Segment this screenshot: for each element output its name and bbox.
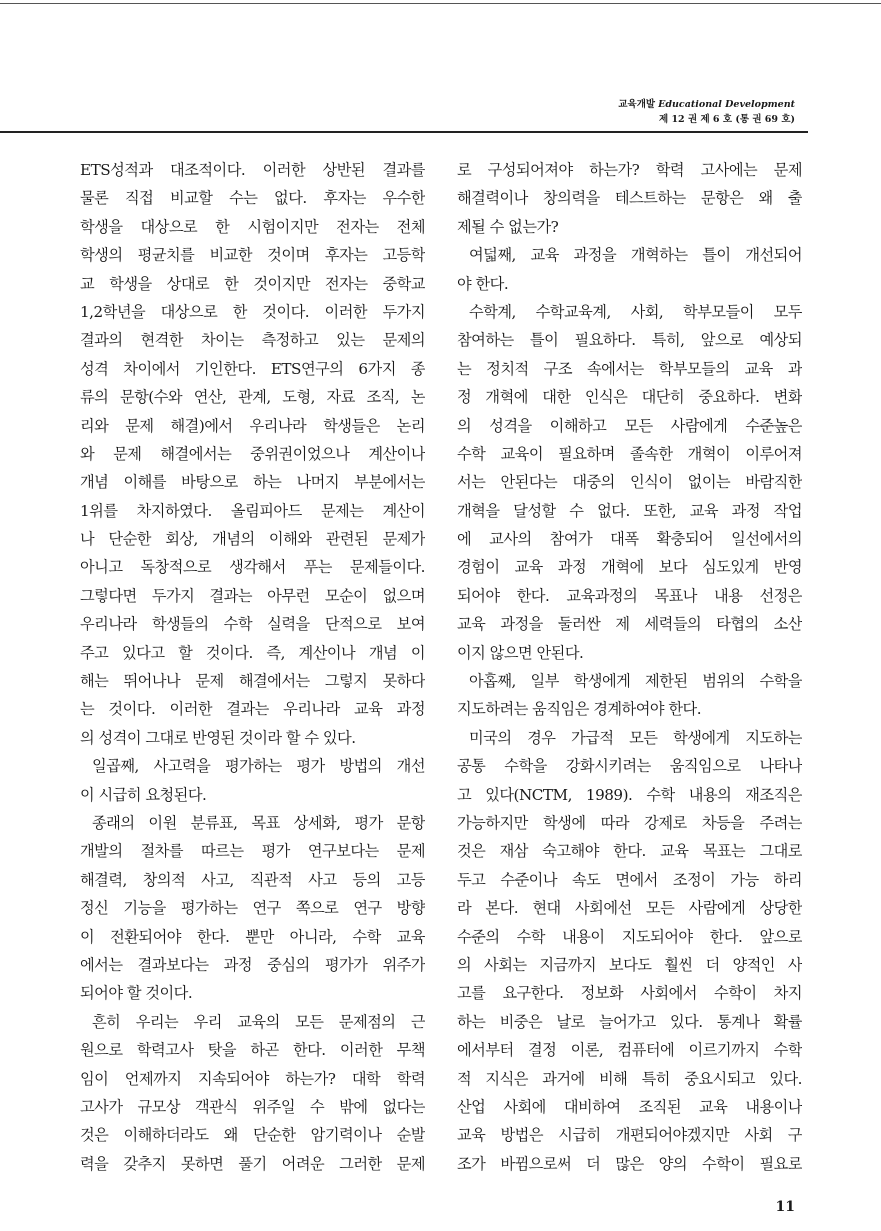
text-line: 정 개혁에 대한 인식은 대단히 중요하다. 변화 bbox=[457, 388, 802, 407]
text-line: 류의 문항(수와 연산, 관계, 도형, 자료 조직, 논 bbox=[80, 388, 425, 407]
text-line: 고를 요구한다. 정보화 사회에서 수학이 차지 bbox=[457, 984, 802, 1003]
running-header bbox=[618, 97, 795, 127]
text-line: 에 교사의 참여가 대폭 확충되어 일선에서의 bbox=[457, 530, 802, 549]
text-line: 지도하려는 움직임은 경계하여야 한다. bbox=[457, 700, 702, 719]
text-line: 해결력, 창의적 사고, 직관적 사고 등의 고등 bbox=[80, 870, 425, 889]
page-number: 11 bbox=[775, 1199, 795, 1215]
header-rule bbox=[0, 131, 808, 133]
text-line: 에서부터 결정 이론, 컴퓨터에 이르기까지 수학 bbox=[457, 1041, 802, 1060]
text-line: 이 시급히 요청된다. bbox=[80, 785, 207, 804]
text-line: 라 본다. 현대 사회에선 모든 사람에게 상당한 bbox=[457, 899, 802, 918]
text-line: 리와 문제 해결)에서 우리나라 학생들은 논리 bbox=[80, 416, 425, 435]
text-line: 개발의 절차를 따르는 평가 연구보다는 문제 bbox=[80, 842, 425, 861]
text-line: 원으로 학력고사 탓을 하곤 한다. 이러한 무책 bbox=[80, 1041, 425, 1060]
journal-title-english: Educational Development bbox=[658, 99, 795, 110]
text-line: 로 구성되어져야 하는가? 학력 고사에는 문제 bbox=[457, 161, 802, 179]
journal-title bbox=[618, 97, 795, 112]
text-line: 흔히 우리는 우리 교육의 모든 문제점의 근 bbox=[92, 1012, 425, 1031]
text-line: 조가 바뀜으로써 더 많은 양의 수학이 필요로 bbox=[457, 1154, 802, 1173]
text-line: 아홉째, 일부 학생에게 제한된 범위의 수학을 bbox=[469, 672, 802, 691]
text-line: 의 성격이 그대로 반영된 것이라 할 수 있다. bbox=[80, 728, 356, 747]
text-line: 에서는 결과보다는 과정 중심의 평가가 위주가 bbox=[80, 955, 425, 974]
text-line: 해결력이나 창의력을 테스트하는 문항은 왜 출 bbox=[457, 189, 802, 208]
left-column bbox=[80, 156, 425, 1178]
text-line: 력을 갖추지 못하면 풀기 어려운 그러한 문제 bbox=[80, 1154, 425, 1173]
text-line: 제될 수 없는가? bbox=[457, 217, 559, 236]
text-line: 하는 비중은 날로 늘어가고 있다. 통계나 확률 bbox=[457, 1012, 802, 1031]
text-line: 주고 있다고 할 것이다. 즉, 계산이나 개념 이 bbox=[80, 643, 425, 662]
issue-info: 제 12 권 제 6 호 (통 권 69 호) bbox=[658, 114, 795, 125]
text-line: 야 한다. bbox=[457, 274, 509, 293]
text-line: 참여하는 틀이 필요하다. 특히, 앞으로 예상되 bbox=[457, 331, 802, 350]
text-line: 가능하지만 학생에 따라 강제로 차등을 주려는 bbox=[457, 813, 802, 832]
text-line: 것은 이해하더라도 왜 단순한 암기력이나 순발 bbox=[80, 1126, 425, 1145]
text-line: 는 것이다. 이러한 결과는 우리나라 교육 과정 bbox=[80, 700, 425, 719]
text-line: 일곱째, 사고력을 평가하는 평가 방법의 개선 bbox=[92, 757, 425, 776]
text-line: 경험이 교육 과정 개혁에 보다 심도있게 반영 bbox=[457, 558, 802, 577]
text-line: 수준의 수학 내용이 지도되어야 한다. 앞으로 bbox=[457, 927, 802, 946]
text-line: 해는 뛰어나나 문제 해결에서는 그렇지 못하다 bbox=[80, 672, 425, 691]
text-line: 종래의 이원 분류표, 목표 상세화, 평가 문항 bbox=[92, 813, 425, 832]
text-line: 고 있다(NCTM, 1989). 수학 내용의 재조직은 bbox=[457, 785, 802, 804]
text-line: 아니고 독창적으로 생각해서 푸는 문제들이다. bbox=[80, 558, 425, 577]
top-border-line bbox=[0, 3, 881, 4]
text-line: 학생의 평균치를 비교한 것이며 후자는 고등학 bbox=[80, 246, 425, 265]
text-line: 물론 직접 비교할 수는 없다. 후자는 우수한 bbox=[80, 189, 425, 208]
text-line: 1위를 차지하였다. 올림피아드 문제는 계산이 bbox=[80, 501, 425, 520]
text-line: 정신 기능을 평가하는 연구 쪽으로 연구 방향 bbox=[80, 899, 425, 918]
text-line: 우리나라 학생들의 수학 실력을 단적으로 보여 bbox=[80, 615, 425, 634]
text-line: 수학계, 수학교육계, 사회, 학부모들이 모두 bbox=[469, 302, 802, 321]
text-line: 와 문제 해결에서는 중위권이었으나 계산이나 bbox=[80, 444, 425, 463]
text-line: 결과의 현격한 차이는 측정하고 있는 문제의 bbox=[80, 331, 425, 350]
text-line: 적 지식은 과거에 비해 특히 중요시되고 있다. bbox=[457, 1069, 802, 1088]
text-line: 미국의 경우 가급적 모든 학생에게 지도하는 bbox=[469, 728, 802, 747]
text-line: 산업 사회에 대비하여 조직된 교육 내용이나 bbox=[457, 1097, 802, 1116]
text-line: 교육 과정을 둘러싼 제 세력들의 타협의 소산 bbox=[457, 615, 802, 634]
text-line: 임이 언제까지 지속되어야 하는가? 대학 학력 bbox=[80, 1069, 425, 1088]
journal-title-korean: 교육개발 bbox=[618, 99, 656, 110]
text-line: 학생을 대상으로 한 시험이지만 전자는 전체 bbox=[80, 217, 425, 236]
text-line: 그렇다면 두가지 결과는 아무런 모순이 없으며 bbox=[80, 586, 425, 605]
text-line: 교 학생을 상대로 한 것이지만 전자는 중학교 bbox=[80, 274, 425, 293]
text-line: 1,2학년을 대상으로 한 것이다. 이러한 두가지 bbox=[80, 302, 425, 321]
text-line: 것은 재삼 숙고해야 한다. 교육 목표는 그대로 bbox=[457, 842, 802, 861]
text-line: 되어야 할 것이다. bbox=[80, 984, 193, 1003]
text-line: 의 성격을 이해하고 모든 사람에게 수준높은 bbox=[457, 416, 802, 435]
text-line: 서는 안된다는 대중의 인식이 없이는 바람직한 bbox=[457, 473, 802, 492]
text-line: 개혁을 달성할 수 없다. 또한, 교육 과정 작업 bbox=[457, 501, 802, 520]
text-line: 개념 이해를 바탕으로 하는 나머지 부분에서는 bbox=[80, 473, 425, 492]
text-line: 이 전환되어야 한다. 뿐만 아니라, 수학 교육 bbox=[80, 927, 425, 946]
text-line: 는 정치적 구조 속에서는 학부모들의 교육 과 bbox=[457, 359, 802, 378]
text-line: 수학 교육이 필요하며 졸속한 개혁이 이루어져 bbox=[457, 444, 802, 463]
text-line: 되어야 한다. 교육과정의 목표나 내용 선정은 bbox=[457, 586, 802, 605]
text-line: 여덟째, 교육 과정을 개혁하는 틀이 개선되어 bbox=[469, 246, 802, 265]
text-line: ETS성적과 대조적이다. 이러한 상반된 결과를 bbox=[80, 161, 425, 179]
text-line: 나 단순한 회상, 개념의 이해와 관련된 문제가 bbox=[80, 530, 425, 549]
text-line: 성격 차이에서 기인한다. ETS연구의 6가지 종 bbox=[80, 359, 425, 378]
text-line: 의 사회는 지금까지 보다도 훨씬 더 양적인 사 bbox=[457, 955, 802, 974]
text-line: 교육 방법은 시급히 개편되어야겠지만 사회 구 bbox=[457, 1126, 802, 1145]
text-line: 고사가 규모상 객관식 위주일 수 밖에 없다는 bbox=[80, 1097, 425, 1116]
right-column bbox=[457, 156, 802, 1178]
text-line: 이지 않으면 안된다. bbox=[457, 643, 584, 662]
text-line: 두고 수준이나 속도 면에서 조정이 가능 하리 bbox=[457, 870, 802, 889]
text-line: 공통 수학을 강화시키려는 움직임으로 나타나 bbox=[457, 757, 802, 776]
